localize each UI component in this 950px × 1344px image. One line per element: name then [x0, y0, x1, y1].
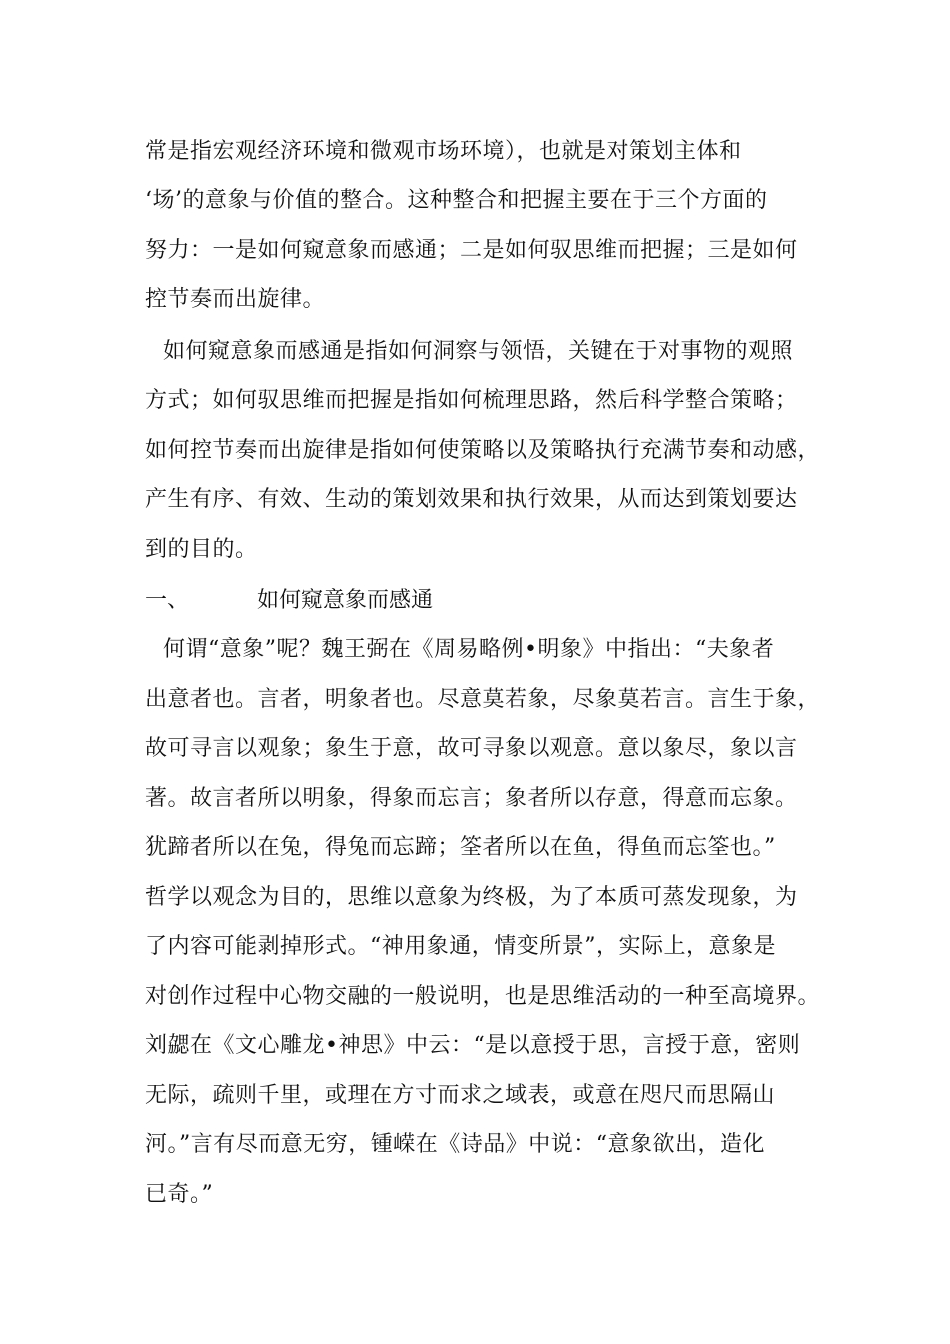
paragraph-2-line-5: 到的目的。 [145, 537, 258, 562]
paragraph-1-line-2: ‘场’的意象与价值的整合。这种整合和把握主要在于三个方面的 [145, 188, 768, 213]
paragraph-3-line-1: 何谓“意象”呢？魏王弼在《周易略例•明象》中指出：“夫象者 [163, 637, 775, 662]
paragraph-2-line-3: 如何控节奏而出旋律是指如何使策略以及策略执行充满节奏和动感， [145, 438, 821, 463]
section-heading-text: 如何窥意象而感通 [257, 588, 434, 613]
paragraph-3-line-5: 犹蹄者所以在兔，得兔而忘蹄；筌者所以在鱼，得鱼而忘筌也。” [145, 835, 776, 860]
paragraph-3-line-2: 出意者也。言者，明象者也。尽意莫若象，尽象莫若言。言生于象， [145, 687, 821, 712]
paragraph-3-line-3: 故可寻言以观象；象生于意，故可寻象以观意。意以象尽，象以言 [145, 736, 798, 761]
paragraph-3-line-7: 了内容可能剥掉形式。“神用象通，情变所景”，实际上，意象是 [145, 934, 776, 959]
paragraph-3-line-10: 无际，疏则千里，或理在方寸而求之域表，或意在咫尺而思隔山 [145, 1083, 776, 1108]
paragraph-3-line-8: 对创作过程中心物交融的一般说明，也是思维活动的一种至高境界。 [145, 984, 821, 1009]
paragraph-1-line-1: 常是指宏观经济环境和微观市场环境），也就是对策划主体和 [145, 139, 742, 164]
paragraph-3-line-9: 刘勰在《文心雕龙•神思》中云：“是以意授于思，言授于意，密则 [145, 1033, 801, 1058]
paragraph-1-line-3: 努力：一是如何窥意象而感通；二是如何驭思维而把握；三是如何 [145, 238, 798, 263]
paragraph-1-line-4: 控节奏而出旋律。 [145, 287, 326, 312]
paragraph-3-line-6: 哲学以观念为目的，思维以意象为终极，为了本质可蒸发现象，为 [145, 885, 798, 910]
paragraph-2-line-4: 产生有序、有效、生动的策划效果和执行效果，从而达到策划要达 [145, 487, 798, 512]
paragraph-3-line-11: 河。”言有尽而意无穷，锺嵘在《诗品》中说：“意象欲出，造化 [145, 1132, 765, 1157]
paragraph-3-line-4: 著。故言者所以明象，得象而忘言；象者所以存意，得意而忘象。 [145, 786, 798, 811]
paragraph-2-line-2: 方式；如何驭思维而把握是指如何梳理思路，然后科学整合策略； [145, 388, 798, 413]
paragraph-3-line-12: 已奇。” [145, 1182, 214, 1207]
section-heading-number: 一、 [145, 588, 190, 613]
paragraph-2-line-1: 如何窥意象而感通是指如何洞察与领悟，关键在于对事物的观照 [163, 339, 794, 364]
